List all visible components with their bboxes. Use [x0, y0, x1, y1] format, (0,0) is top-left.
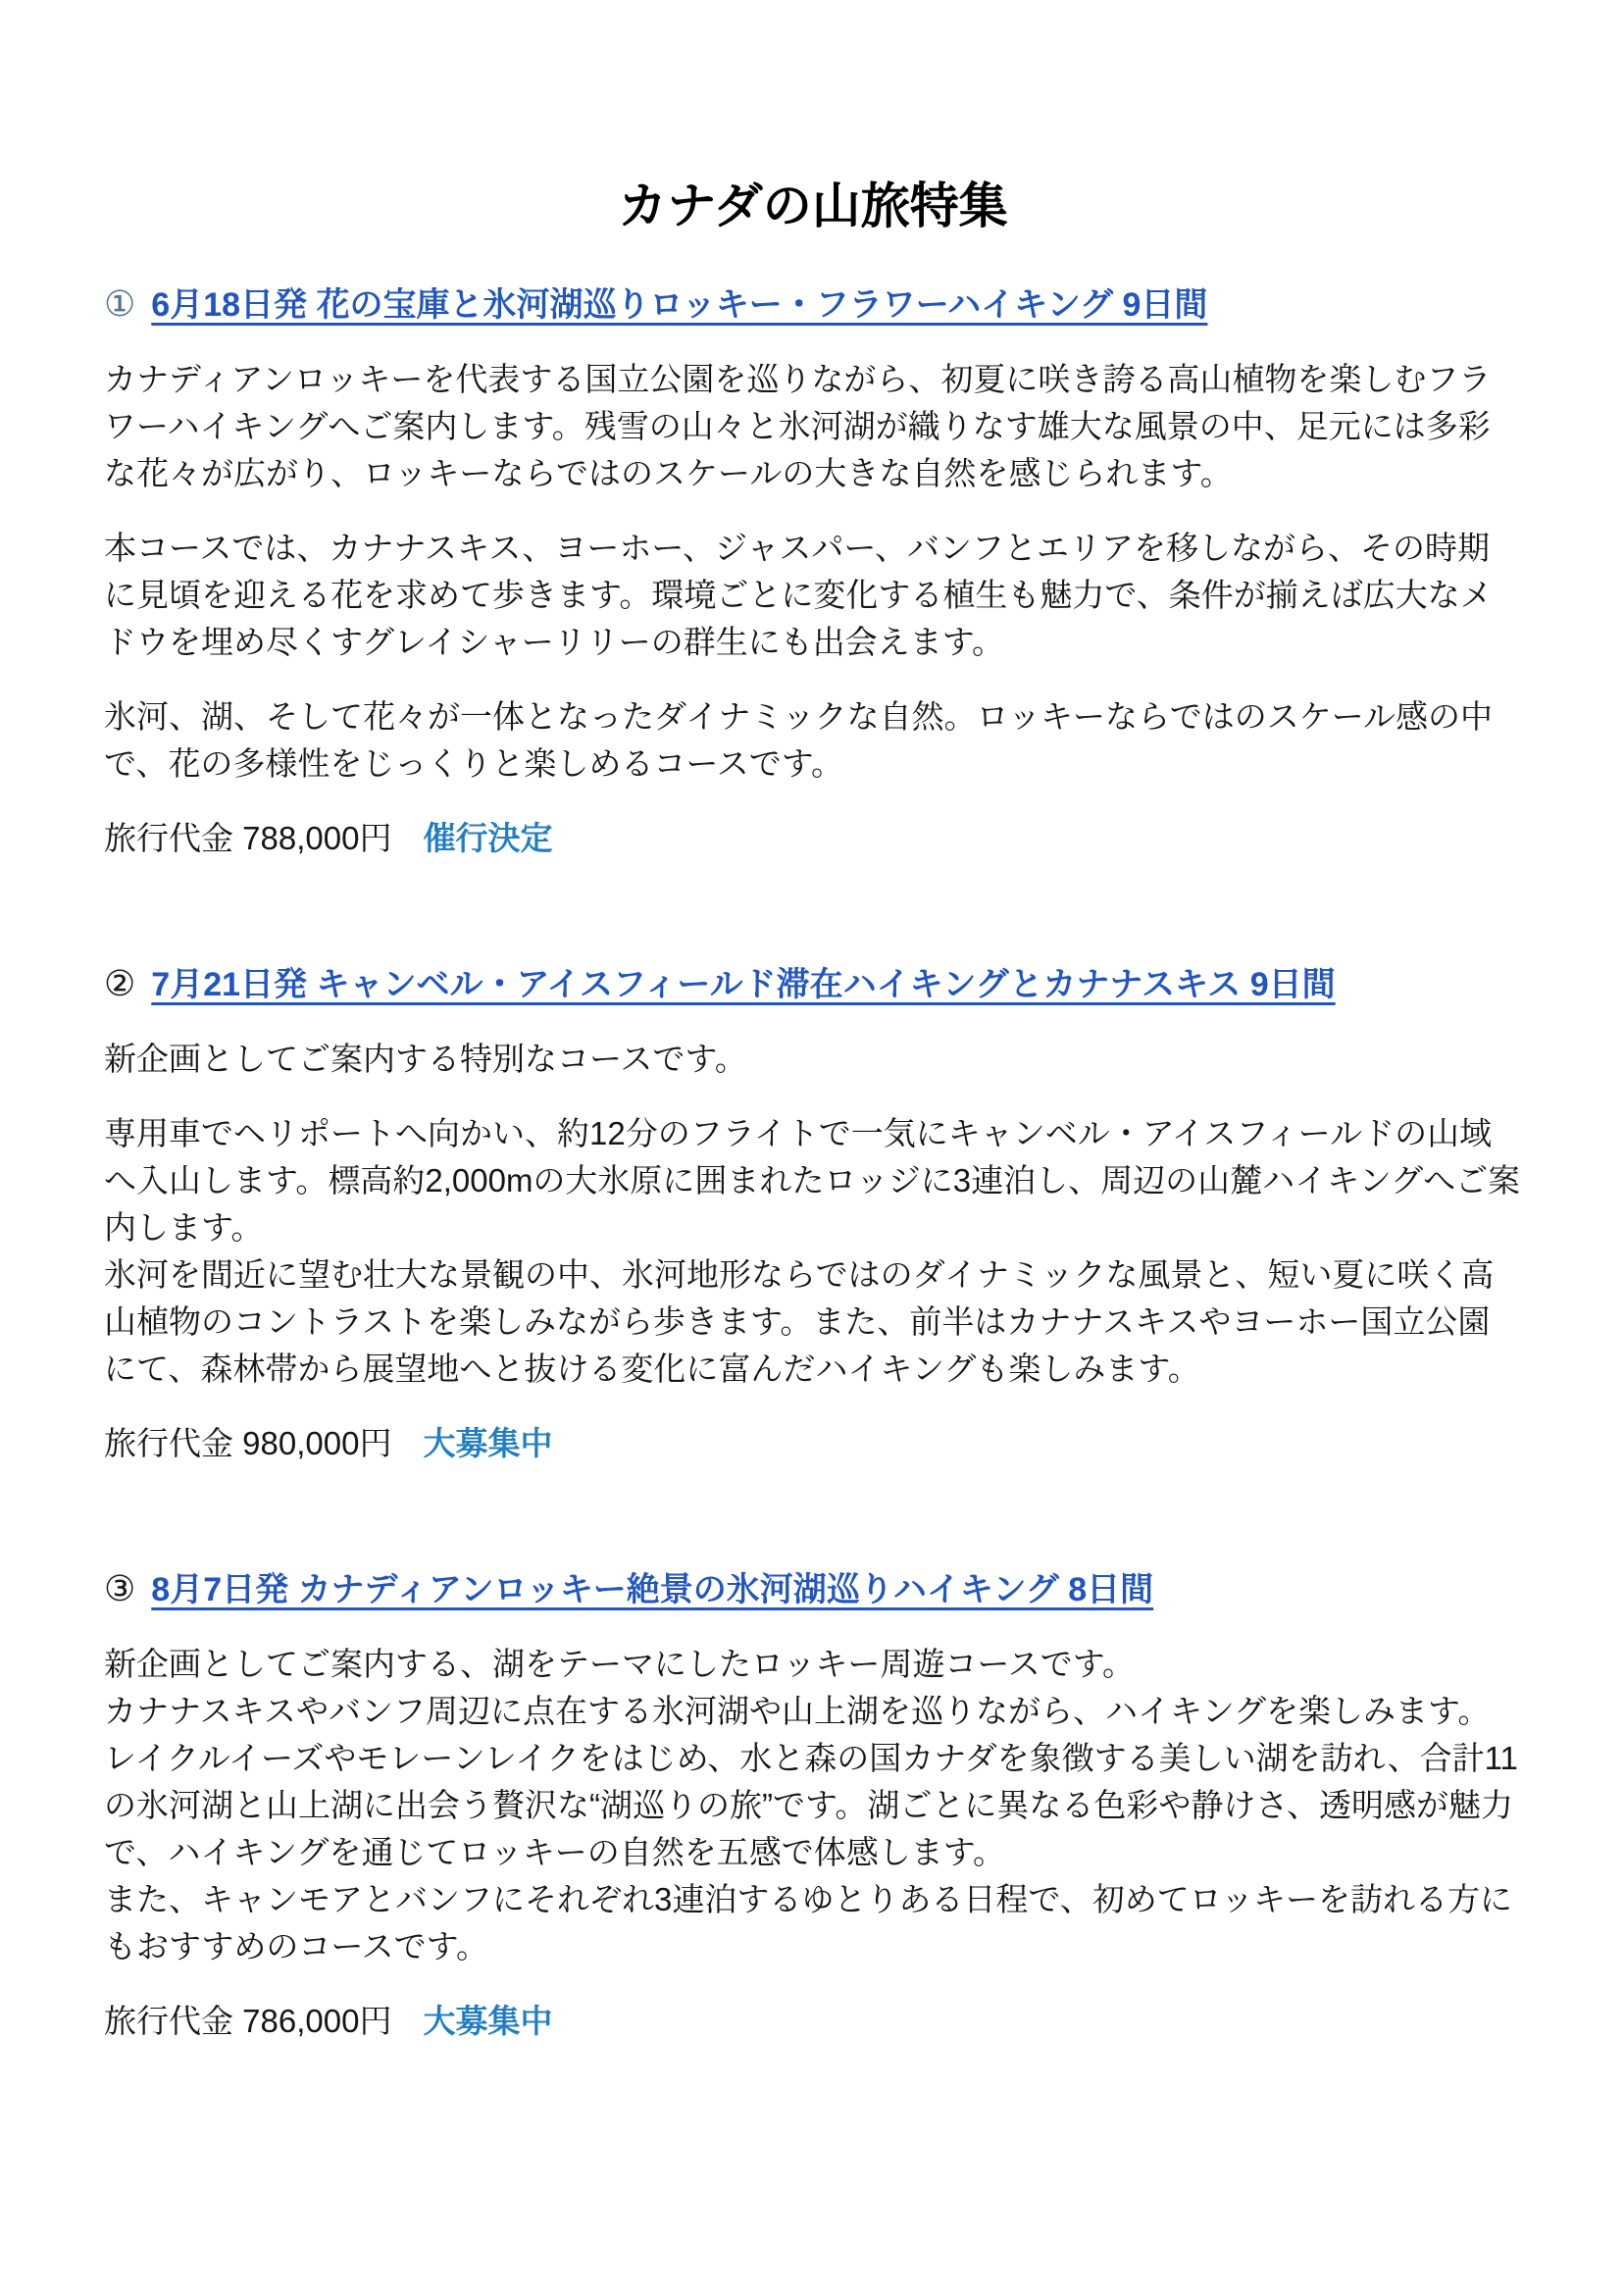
tour-section-1: [104, 280, 1522, 862]
text-line: また、キャンモアとバンフにそれぞれ3連泊するゆとりある日程で、初めてロッキーを訪れる方にもおすすめのコースです。: [104, 1881, 1513, 1964]
tour-section-3: [104, 1565, 1522, 2045]
tour-section-2: [104, 960, 1522, 1467]
tour-description: [104, 1036, 1522, 1083]
tour-description: [104, 1641, 1522, 1970]
text-line: カナディアンロッキーを代表する国立公園を巡りながら、初夏に咲き誇る高山植物を楽しむフラワーハイキングへご案内します。残雪の山々と氷河湖が織りなす雄大な風景の中、足元には多彩な花々が広がり、ロッキーならではのスケールの大きな自然を感じられます。: [104, 361, 1492, 491]
tour-heading: [104, 280, 1522, 329]
tour-title-link[interactable]: 8月7日発 カナディアンロッキー絶景の氷河湖巡りハイキング 8日間: [151, 1571, 1154, 1608]
tour-title-link[interactable]: 7月21日発 キャンベル・アイスフィールド滞在ハイキングとカナナスキス 9日間: [151, 966, 1336, 1003]
tour-heading: [104, 960, 1522, 1008]
tour-description: [104, 525, 1522, 666]
text-line: 新企画としてご案内する特別なコースです。: [104, 1041, 747, 1077]
text-line: 本コースでは、カナナスキス、ヨーホー、ジャスパー、バンフとエリアを移しながら、その時期に見頃を迎える花を求めて歩きます。環境ごとに変化する植生も魅力で、条件が揃えば広大なメドウを埋め尽くすグレイシャーリリーの群生にも出会えます。: [104, 530, 1493, 660]
tour-description: [104, 1110, 1522, 1393]
price-label: 旅行代金 788,000円: [104, 820, 392, 856]
price-label: 旅行代金 786,000円: [104, 2003, 392, 2039]
tour-number-circle: ①: [104, 283, 136, 324]
price-line: [104, 1998, 1522, 2045]
page-title: カナダの山旅特集: [618, 178, 1008, 233]
status-badge: 催行決定: [423, 820, 553, 856]
tour-number-circle: ③: [104, 1568, 136, 1608]
tour-title-link[interactable]: 6月18日発 花の宝庫と氷河湖巡りロッキー・フラワーハイキング 9日間: [151, 286, 1208, 324]
tour-description: [104, 693, 1522, 788]
text-line: 新企画としてご案内する、湖をテーマにしたロッキー周遊コースです。: [104, 1646, 1136, 1682]
text-line: レイクルイーズやモレーンレイクをはじめ、水と森の国カナダを象徴する美しい湖を訪れ、合計11の氷河湖と山上湖に出会う贅沢な“湖巡りの旅”です。湖ごとに異なる色彩や静けさ、透明感が魅力で、ハイキングを通じてロッキーの自然を五感で体感します。: [104, 1740, 1518, 1870]
text-line: 氷河を間近に望む壮大な景観の中、氷河地形ならではのダイナミックな風景と、短い夏に咲く高山植物のコントラストを楽しみながら歩きます。また、前半はカナナスキスやヨーホー国立公園にて、森林帯から展望地へと抜ける変化に富んだハイキングも楽しみます。: [104, 1256, 1495, 1387]
price-label: 旅行代金 980,000円: [104, 1425, 392, 1461]
tour-heading: [104, 1565, 1522, 1613]
status-badge: 大募集中: [423, 2003, 553, 2039]
text-line: カナナスキスやバンフ周辺に点在する氷河湖や山上湖を巡りながら、ハイキングを楽しみます。: [104, 1693, 1491, 1729]
tour-description: [104, 356, 1522, 497]
price-line: [104, 1420, 1522, 1467]
status-badge: 大募集中: [423, 1425, 553, 1461]
tour-number-circle: ②: [104, 963, 136, 1003]
text-line: 氷河、湖、そして花々が一体となったダイナミックな自然。ロッキーならではのスケール感の中で、花の多様性をじっくりと楽しめるコースです。: [104, 698, 1494, 782]
price-line: [104, 815, 1522, 862]
text-line: 専用車でヘリポートへ向かい、約12分のフライトで一気にキャンベル・アイスフィールドの山域へ入山します。標高約2,000mの大氷原に囲まれたロッジに3連泊し、周辺の山麓ハイキングへご案内します。: [104, 1115, 1521, 1246]
